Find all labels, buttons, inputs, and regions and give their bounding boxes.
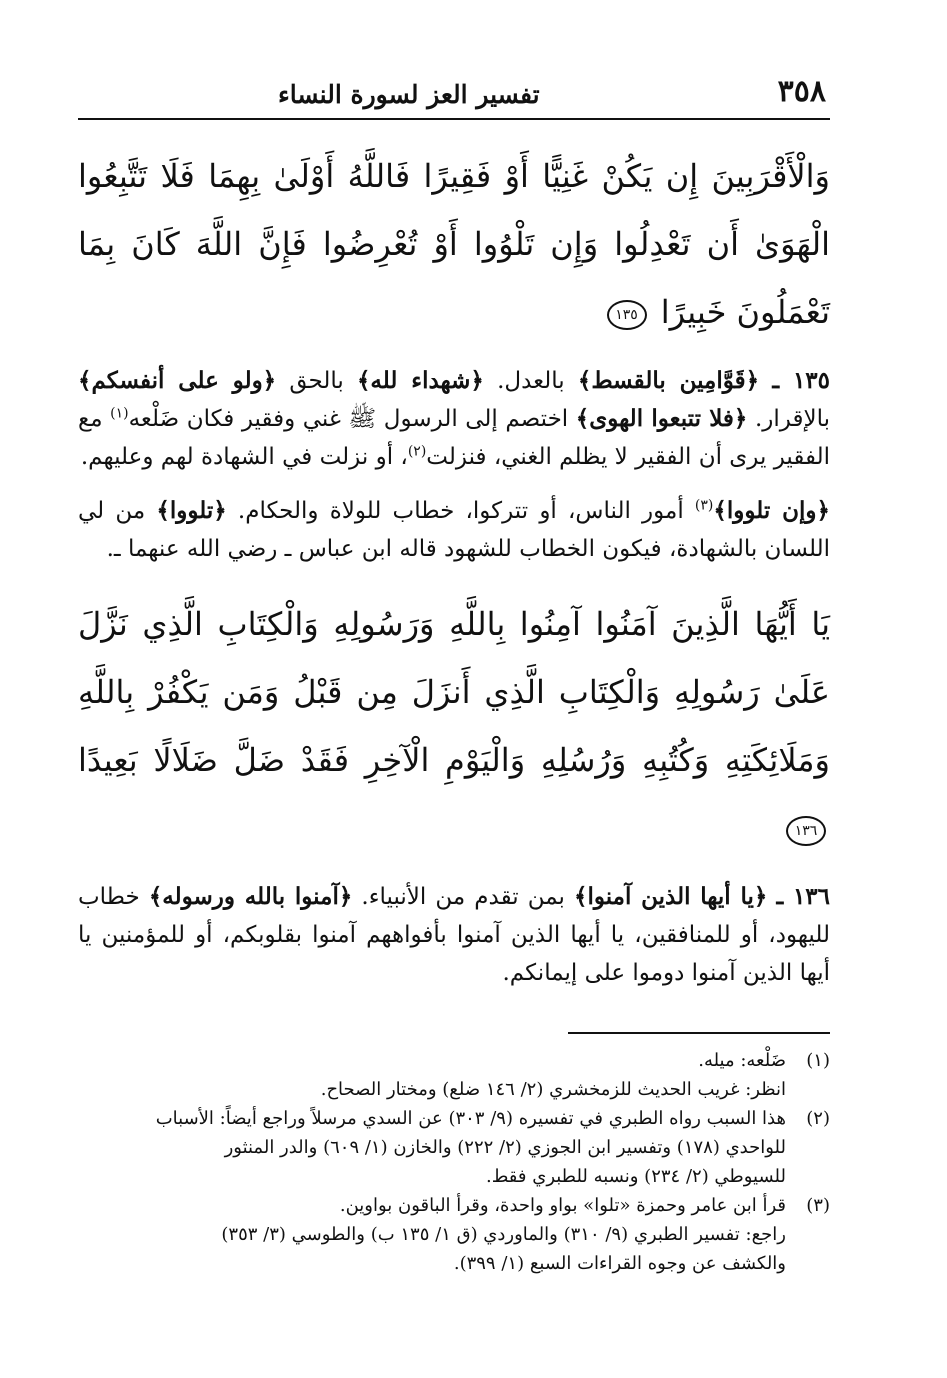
footnote-line: للواحدي (١٧٨) وتفسير ابن الجوزي (٢/ ٢٢٢) والخازن (١/ ٦٠٩) والدر المنثور [224, 1137, 786, 1158]
footnotes [78, 1046, 830, 1278]
footnote-line: والكشف عن وجوه القراءات السبع (١/ ٣٩٩). [453, 1253, 786, 1274]
quoted-phrase: ﴿قَوَّامِين بالقسط﴾ [577, 367, 760, 394]
commentary-text: من لي اللسان بالشهادة، فيكون الخطاب للشهود قاله ابن عباس ـ رضي الله عنهما ـ. [78, 498, 830, 562]
commentary-text: ، أو نزلت في الشهادة لهم وعليهم. [80, 444, 408, 470]
commentary-text: خطاب لليهود، أو للمنافقين، يا أيها الذين آمنوا بأفواههم آمنوا بقلوبكم، أو للمؤمنين يا أيها الذين آمنوا دوموا على إيمانكم. [78, 884, 830, 986]
footnote-line: راجع: تفسير الطبري (٩/ ٣١٠) والماوردي (ق ١/ ١٣٥ ب) والطوسي (٣/ ٣٥٣) [221, 1224, 786, 1245]
quoted-phrase: ﴿يا أيها الذين آمنوا﴾ [573, 883, 768, 910]
commentary-paragraph [78, 492, 830, 568]
footnote-line: قرأ ابن عامر وحمزة «تلوا» بواو واحدة، وقرأ الباقون بواوين. [339, 1195, 786, 1216]
footnote-number: (٢) [806, 1108, 830, 1129]
commentary-text: اختصم إلى الرسول ﷺ غني وفقير فكان ضَلْعه [128, 406, 576, 432]
footnote-line: هذا السبب رواه الطبري في تفسيره (٩/ ٣٠٣) عن السدي مرسلاً وراجع أيضاً: الأسباب [155, 1108, 786, 1129]
running-title: تفسير العز لسورة النساء [278, 80, 540, 109]
verse-number-marker: ١٣٥ [607, 300, 647, 330]
footnote-2 [78, 1104, 830, 1191]
quoted-phrase: ﴿آمنوا بالله ورسوله﴾ [148, 883, 353, 910]
footnote-number: (١) [806, 1050, 830, 1071]
footnote-line: ضَلْعه: ميله. [698, 1050, 786, 1071]
book-page [78, 70, 830, 1360]
footnote-ref[interactable]: (١) [110, 405, 129, 422]
commentary-text: بالحق [276, 368, 357, 394]
quran-verse-135 [78, 142, 830, 346]
footnote-line: انظر: غريب الحديث للزمخشري (٢/ ١٤٦ ضلع) ومختار الصحاح. [320, 1079, 786, 1100]
quoted-phrase: ﴿ولو على أنفسكم﴾ [78, 367, 277, 394]
verse-text: يَا أَيُّهَا الَّذِينَ آمَنُوا آمِنُوا بِاللَّهِ وَرَسُولِهِ وَالْكِتَابِ الَّذِي نَزَّلَ عَلَىٰ رَسُولِهِ وَالْكِتَابِ الَّذِي أَنزَلَ مِن قَبْلُ وَمَن يَكْفُرْ بِاللَّهِ وَمَلَائِكَتِهِ وَكُتُبِهِ وَرُسُلِهِ وَالْيَوْمِ الْآخِرِ فَقَدْ ضَلَّ ضَلَالًا بَعِيدًا [78, 605, 830, 779]
commentary-paragraph [78, 878, 830, 992]
footnote-divider [568, 1032, 830, 1034]
commentary-text: مع الفقير يرى أن الفقير لا يظلم الغني، فنزلت [78, 406, 830, 470]
quoted-phrase: ﴿وإن تلووا﴾ [713, 497, 830, 524]
quoted-phrase: ﴿فلا تتبعوا الهوى﴾ [575, 405, 748, 432]
footnote-1 [78, 1046, 830, 1104]
footnote-3 [78, 1191, 830, 1278]
commentary-text: بمن تقدم من الأنبياء. [352, 884, 574, 910]
commentary-number: ١٣٦ ـ [776, 883, 831, 910]
quoted-phrase: ﴿تلووا﴾ [156, 497, 227, 524]
page-header [78, 70, 830, 120]
footnote-ref[interactable]: (٣) [694, 497, 714, 514]
commentary-text: بالعدل. [483, 368, 578, 394]
footnote-ref[interactable]: (٢) [407, 443, 427, 460]
commentary-text: أمور الناس، أو تتركوا، خطاب للولاة والحكام. [226, 498, 695, 524]
verse-number-marker: ١٣٦ [786, 816, 826, 846]
verse-text: وَالْأَقْرَبِينَ إِن يَكُنْ غَنِيًّا أَوْ فَقِيرًا فَاللَّهُ أَوْلَىٰ بِهِمَا فَلَا تَتَّبِعُوا الْهَوَىٰ أَن تَعْدِلُوا وَإِن تَلْوُوا أَوْ تُعْرِضُوا فَإِنَّ اللَّهَ كَانَ بِمَا تَعْمَلُونَ خَبِيرًا [78, 157, 831, 331]
quran-verse-136 [78, 590, 830, 862]
quoted-phrase: ﴿شهداء لله﴾ [356, 367, 484, 394]
commentary-paragraph [78, 362, 830, 476]
commentary-number: ١٣٥ ـ [772, 367, 830, 394]
footnote-line: للسيوطي (٢/ ٢٣٤) ونسبه للطبري فقط. [485, 1166, 786, 1187]
footnote-number: (٣) [806, 1195, 830, 1216]
page-number: ٣٥٨ [777, 74, 826, 109]
commentary-text: بالإقرار. [747, 406, 830, 432]
